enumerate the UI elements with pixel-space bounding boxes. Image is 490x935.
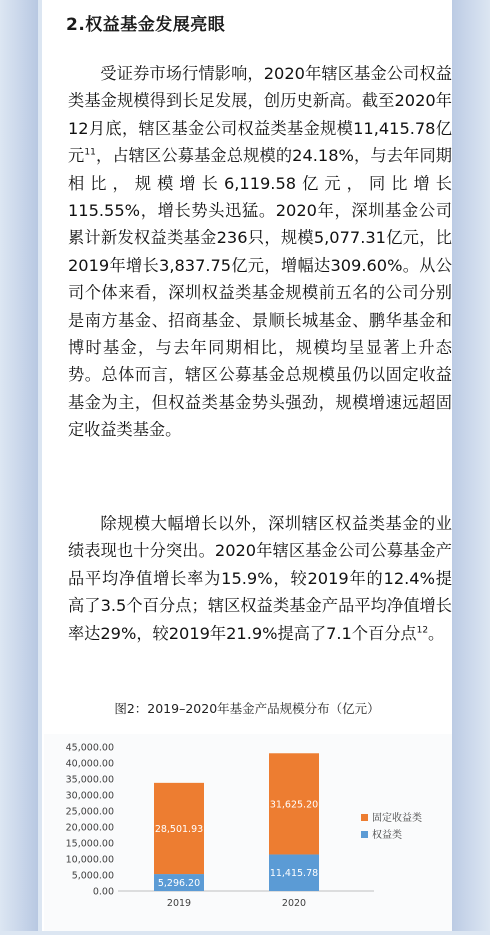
stacked-bar-chart bbox=[44, 734, 452, 931]
y-tick-label: 20,000.00 bbox=[65, 822, 114, 834]
y-tick-label: 10,000.00 bbox=[65, 854, 114, 866]
legend-swatch bbox=[361, 814, 368, 821]
paragraph-1-text-b: ，占辖区公募基金总规模的24.18%，与去年同期相比，规模增长6,119.58亿元，同比增长115.55%，增长势头迅猛。2020年，深圳基金公司累计新发权益类基金236只，规模5,077.31亿元，比2019年增长3,837.75亿元，增幅达309.60%。从公司个体来看，深圳权益类基金规模前五名的公司分别是南方基金、招商基金、景顺长城基金、鹏华基金和博时基金，与去年同期相比，规模均呈显著上升态势。总体而言，辖区公募基金总规模虽仍以固定收益基金为主，但权益类基金势头强劲，规模增速远超固定收益类基金。 bbox=[68, 146, 452, 440]
legend-label: 固定收益类 bbox=[372, 813, 422, 824]
paragraph-1-text-a: 受证券市场行情影响，2020年辖区基金公司权益类基金规模得到长足发展，创历史新高。截至2020年12月底，辖区基金公司权益类基金规模11,415.78亿元 bbox=[68, 64, 452, 166]
figure-title: 图2：2019–2020年基金产品规模分布（亿元） bbox=[114, 701, 380, 716]
y-tick-label: 25,000.00 bbox=[65, 806, 114, 818]
left-margin-decoration bbox=[0, 0, 38, 931]
body-paragraph-2 bbox=[68, 510, 452, 647]
y-tick-label: 0.00 bbox=[92, 886, 114, 898]
x-tick-label: 2020 bbox=[281, 898, 307, 909]
y-tick-label: 15,000.00 bbox=[65, 838, 114, 850]
legend-swatch bbox=[361, 831, 368, 838]
y-tick-label: 40,000.00 bbox=[65, 758, 114, 770]
document-page bbox=[42, 0, 452, 931]
data-label: 5,296.20 bbox=[157, 878, 201, 890]
data-label: 28,501.93 bbox=[154, 823, 204, 835]
chart-container bbox=[44, 734, 452, 931]
y-tick-label: 30,000.00 bbox=[65, 790, 114, 802]
data-label: 11,415.78 bbox=[269, 868, 319, 880]
footnote-ref-11[interactable]: 11 bbox=[84, 147, 96, 158]
y-tick-label: 45,000.00 bbox=[65, 742, 114, 754]
footnote-ref-12[interactable]: 12 bbox=[416, 625, 429, 636]
data-label: 31,625.20 bbox=[269, 799, 319, 811]
section-heading: 2.权益基金发展亮眼 bbox=[66, 15, 226, 35]
legend-label: 权益类 bbox=[372, 830, 402, 841]
paragraph-2-text-b: 。 bbox=[428, 623, 445, 643]
y-tick-label: 35,000.00 bbox=[65, 774, 114, 786]
paragraph-2-text-a: 除规模大幅增长以外，深圳辖区权益类基金的业绩表现也十分突出。2020年辖区基金公司公募基金产品平均净值增长率为15.9%，较2019年的12.4%提高了3.5个百分点；辖区权益类基金产品平均净值增长率达29%，较2019年21.9%提高了7.1个百分点 bbox=[68, 514, 452, 643]
y-tick-label: 5,000.00 bbox=[71, 870, 114, 882]
right-margin-decoration bbox=[448, 0, 490, 931]
body-paragraph-1 bbox=[68, 60, 452, 444]
x-tick-label: 2019 bbox=[166, 898, 192, 909]
